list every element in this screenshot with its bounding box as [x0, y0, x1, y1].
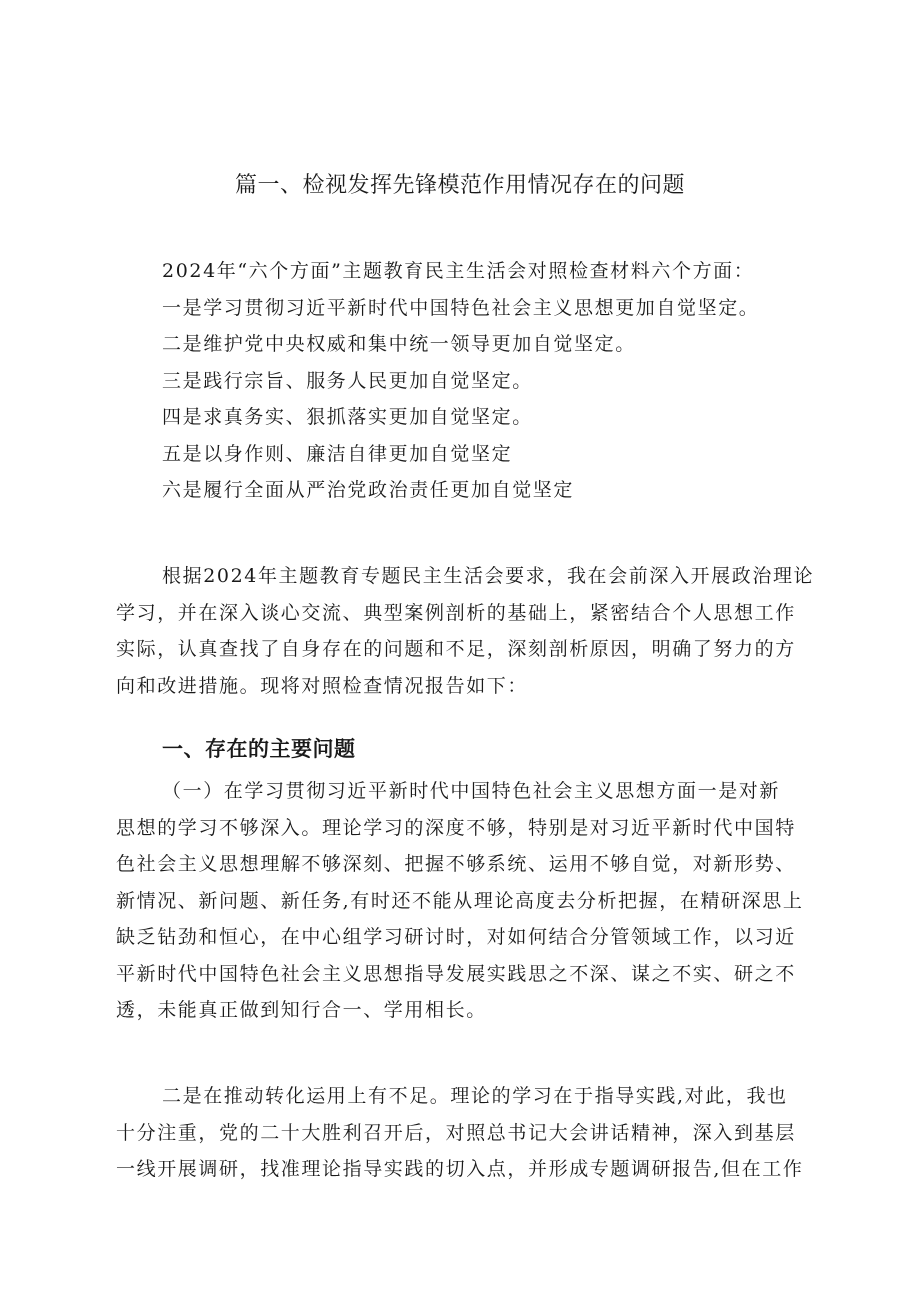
paragraph-line: 一线开展调研，找准理论指导实践的切入点，并形成专题调研报告,但在工作: [116, 1158, 804, 1180]
intro-item: 三是践行宗旨、服务人民更加自觉坚定。: [162, 369, 533, 392]
preface-paragraph: [116, 558, 830, 704]
document-title: 篇一、检视发挥先锋模范作用情况存在的问题: [234, 173, 685, 198]
paragraph-line: （一）在学习贯彻习近平新时代中国特色社会主义思想方面一是对新: [162, 780, 781, 802]
paragraph-line: 思想的学习不够深入。理论学习的深度不够，特别是对习近平新时代中国特: [116, 816, 796, 839]
paragraph-line: 十分注重，党的二十大胜利召开后，对照总书记大会讲话精神，深入到基层: [116, 1121, 796, 1144]
section-paragraph: [116, 773, 830, 1029]
intro-item: 一是学习贯彻习近平新时代中国特色社会主义思想更加自觉坚定。: [162, 296, 760, 319]
paragraph-line: 二是在推动转化运用上有不足。理论的学习在于指导实践,对此，我也: [162, 1085, 788, 1107]
paragraph-line: 实际，认真查找了自身存在的问题和不足，深刻剖析原因，明确了努力的方: [116, 638, 796, 660]
paragraph-line: 新情况、新问题、新任务,有时还不能从理论高度去分析把握，在精研深思上: [116, 889, 804, 912]
section-paragraph: [116, 1078, 830, 1188]
intro-item: 二是维护党中央权威和集中统一领导更加自觉坚定。: [162, 333, 636, 355]
paragraph-line: 平新时代中国特色社会主义思想指导发展实践思之不深、谋之不实、研之不: [116, 962, 796, 985]
paragraph-line: 缺乏钻劲和恒心，在中心组学习研讨时，对如何结合分管领域工作，以习近: [116, 926, 796, 948]
intro-item: 六是履行全面从严治党政治责任更加自觉坚定: [162, 479, 575, 501]
paragraph-line: 学习，并在深入谈心交流、典型案例剖析的基础上，紧密结合个人思想工作: [116, 601, 796, 624]
intro-heading-line: 2024年“六个方面”主题教育民主生活会对照检查材料六个方面：: [162, 260, 755, 282]
intro-block: [116, 253, 830, 509]
paragraph-line: 根据2024年主题教育专题民主生活会要求，我在会前深入开展政治理论: [162, 565, 815, 587]
paragraph-line: 色社会主义思想理解不够深刻、把握不够系统、运用不够自觉，对新形势、: [116, 853, 796, 875]
intro-item: 五是以身作则、廉洁自律更加自觉坚定: [162, 442, 513, 465]
intro-item: 四是求真务实、狠抓落实更加自觉坚定。: [162, 406, 533, 428]
section-heading: 一、存在的主要问题: [162, 737, 356, 761]
paragraph-line: 透，未能真正做到知行合一、学用相长。: [116, 999, 487, 1021]
paragraph-line: 向和改进措施。现将对照检查情况报告如下：: [116, 674, 529, 697]
